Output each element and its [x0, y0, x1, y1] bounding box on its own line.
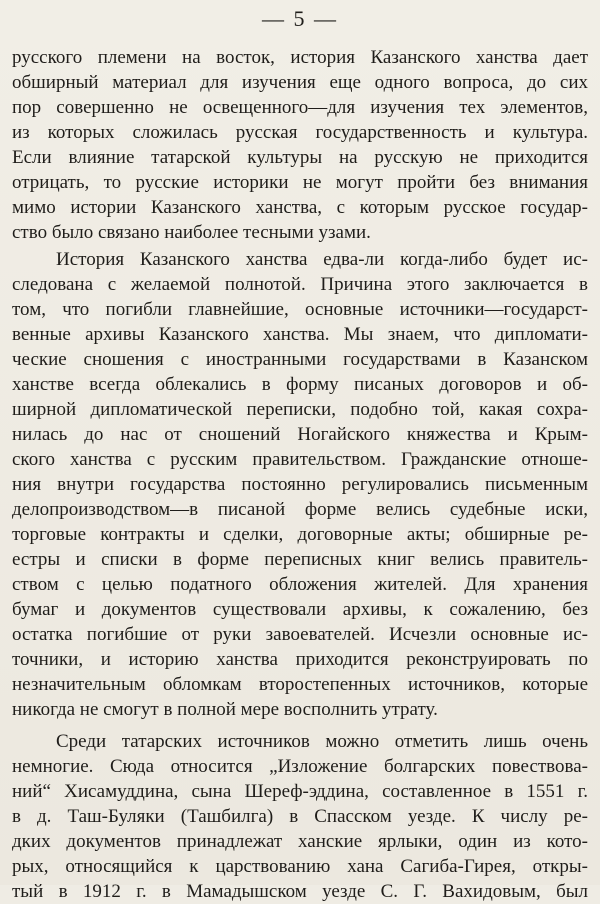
text-line: нилась до нас от сношений Ногайского княжества и Крым-: [12, 424, 588, 445]
text-line: русского племени на восток, история Казанского ханства дает: [12, 47, 588, 68]
text-line: в д. Таш-Буляки (Ташбилга) в Спасском уезде. К числу ре-: [12, 806, 588, 827]
text-line: том, что погибли главнейшие, основные источники—государст-: [12, 299, 588, 320]
text-line: рых, относящийся к царствованию хана Сагиба-Гирея, откры-: [12, 856, 588, 877]
text-line: из которых сложилась русская государственность и культура.: [12, 122, 588, 143]
text-line: Если влияние татарской культуры на русскую не приходится: [12, 147, 588, 168]
text-line: ством с целью податного обложения жителей. Для хранения: [12, 574, 588, 595]
text-line: незначительным обломкам второстепенных источников, которые: [12, 674, 588, 695]
text-line: ского ханства с русским правительством. Гражданские отноше-: [12, 449, 588, 470]
text-line: никогда не смогут в полной мере восполнить утрату.: [12, 699, 438, 720]
text-line: пор совершенно не освещенного—для изучения тех элементов,: [12, 97, 588, 118]
text-line: венные архивы Казанского ханства. Мы знаем, что дипломати-: [12, 324, 588, 345]
text-line: дких документов принадлежат ханские ярлыки, один из кото-: [12, 831, 588, 852]
text-line: немногие. Сюда относится „Изложение болгарских повествова-: [12, 756, 588, 777]
text-line: обширный материал для изучения еще одного вопроса, до сих: [12, 72, 588, 93]
text-line: ширной дипломатической переписки, подобно той, какая сохра-: [12, 399, 588, 420]
page-number: — 5 —: [262, 6, 338, 31]
text-line: ния внутри государства постоянно регулировались письменным: [12, 474, 588, 495]
text-line: мимо истории Казанского ханства, с которым русское государ-: [12, 197, 588, 218]
text-line: бумаг и документов существовали архивы, к сожалению, без: [12, 599, 588, 620]
text-line: отрицать, то русские историки не могут пройти без внимания: [12, 172, 588, 193]
text-line: торговые контракты и сделки, договорные акты; обширные ре-: [12, 524, 588, 545]
text-line: Среди татарских источников можно отметить лишь очень: [56, 731, 588, 752]
text-line: следована с желаемой полнотой. Причина этого заключается в: [12, 274, 588, 295]
text-line: ство было связано наиболее тесными узами.: [12, 222, 371, 243]
text-line: История Казанского ханства едва-ли когда-либо будет ис-: [56, 249, 588, 270]
text-line: ханстве всегда облекались в форму писаных договоров и об-: [12, 374, 588, 395]
text-line: точники, и историю ханства приходится реконструировать по: [12, 649, 588, 670]
text-line: делопроизводством—в писаной форме велись судебные иски,: [12, 499, 588, 520]
text-line: тый в 1912 г. в Мамадышском уезде С. Г. Вахидовым, был: [12, 881, 588, 902]
text-line: остатка погибшие от руки завоевателей. Исчезли основные ис-: [12, 624, 588, 645]
text-line: ческие сношения с иностранными государствами в Казанском: [12, 349, 588, 370]
text-line: естры и списки в форме переписных книг велись правитель-: [12, 549, 588, 570]
text-line: ний“ Хисамуддина, сына Шереф-эддина, составленное в 1551 г.: [12, 781, 588, 802]
